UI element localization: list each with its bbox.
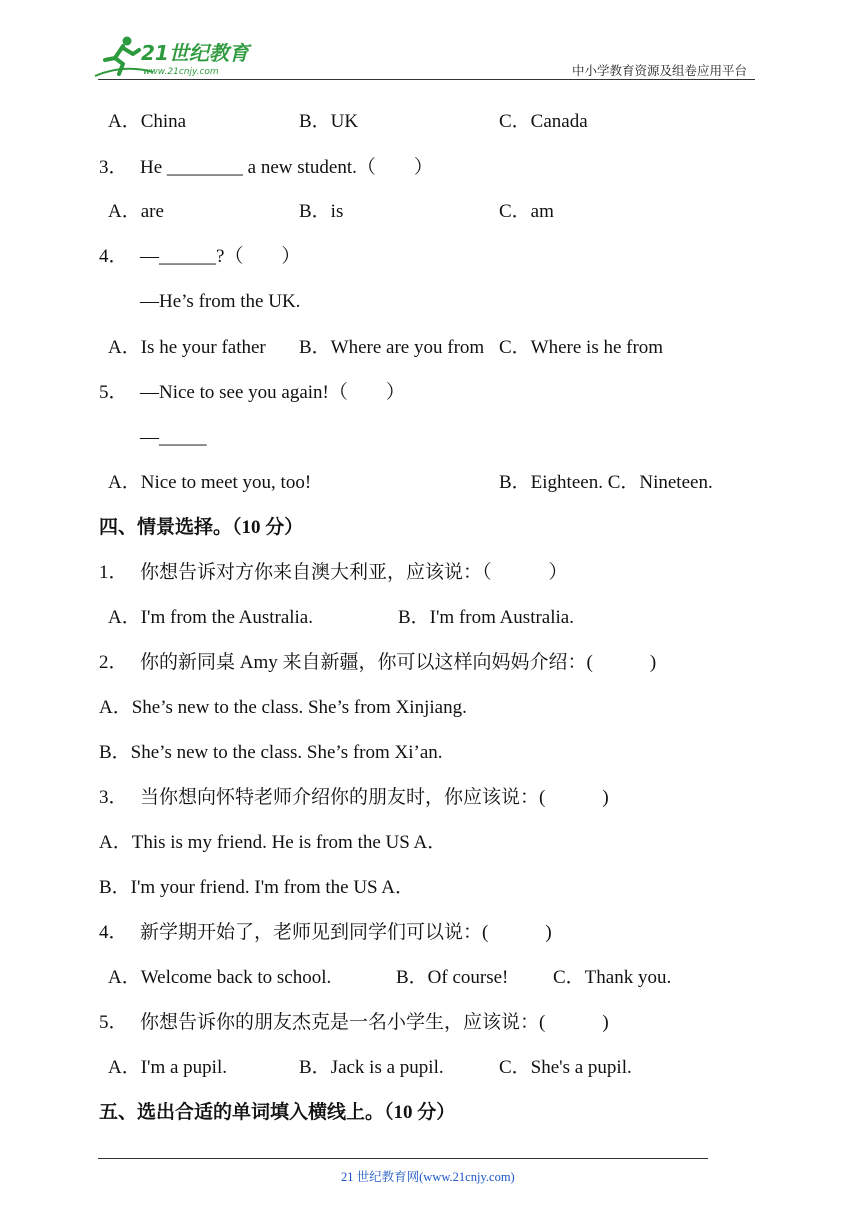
s4-q5-option-c: C．She's a pupil. <box>499 1057 632 1078</box>
q4-number: 4． <box>99 246 128 267</box>
q4-option-c: C．Where is he from <box>499 337 664 358</box>
q3-option-a: A．are <box>108 201 164 222</box>
q4-text: —______?（ ） <box>140 246 301 267</box>
s4-q5-option-b: B．Jack is a pupil. <box>299 1057 444 1078</box>
s4-q1-option-a: A．I'm from the Australia. <box>108 607 313 628</box>
s4-q5-option-a: A．I'm a pupil. <box>108 1057 227 1078</box>
q2-option-b: B．UK <box>299 111 359 132</box>
header-divider <box>98 79 755 80</box>
q4-answer-line: —He’s from the UK. <box>140 291 301 312</box>
q4-option-a: A．Is he your father <box>108 337 266 358</box>
q5-answer-line: —_____ <box>140 427 207 448</box>
site-logo <box>93 34 263 80</box>
s4-q2-text: 你的新同桌 Amy 来自新疆，你可以这样向妈妈介绍：( ) <box>140 652 657 673</box>
q2-option-c: C．Canada <box>499 111 588 132</box>
q3-option-b: B．is <box>299 201 344 222</box>
s4-q4-option-c: C．Thank you. <box>553 967 672 988</box>
s4-q1-option-b: B．I'm from Australia. <box>398 607 574 628</box>
s4-q3-number: 3． <box>99 787 128 808</box>
footer-divider <box>98 1158 708 1159</box>
footer-link[interactable]: 21 世纪教育网(www.21cnjy.com) <box>341 1170 515 1184</box>
logo-title: 21世纪教育 <box>141 41 249 65</box>
s4-q3-option-b: B．I'm your friend. I'm from the US A． <box>99 877 415 898</box>
section4-title: 四、情景选择。（10 分） <box>99 517 304 538</box>
q3-number: 3． <box>99 157 128 178</box>
q5-option-a: A．Nice to meet you, too! <box>108 472 312 493</box>
s4-q4-option-b: B．Of course! <box>396 967 509 988</box>
q5-option-bc: B．Eighteen. C．Nineteen. <box>499 472 713 493</box>
s4-q2-option-a: A．She’s new to the class. She’s from Xinjiang. <box>99 697 467 718</box>
s4-q2-number: 2． <box>99 652 128 673</box>
section5-title: 五、选出合适的单词填入横线上。（10 分） <box>99 1102 456 1123</box>
s4-q4-option-a: A．Welcome back to school. <box>108 967 332 988</box>
q3-text: He ________ a new student.（ ） <box>140 157 433 178</box>
s4-q4-text: 新学期开始了，老师见到同学们可以说：( ) <box>140 922 552 943</box>
s4-q1-text: 你想告诉对方你来自澳大利亚，应该说：（ ） <box>140 562 568 583</box>
q5-number: 5． <box>99 382 128 403</box>
logo-url: www.21cnjy.com <box>143 67 219 77</box>
s4-q5-number: 5． <box>99 1012 128 1033</box>
s4-q3-text: 当你想向怀特老师介绍你的朋友时，你应该说：( ) <box>140 787 609 808</box>
s4-q1-number: 1． <box>99 562 128 583</box>
s4-q2-option-b: B．She’s new to the class. She’s from Xi’an. <box>99 742 443 763</box>
s4-q5-text: 你想告诉你的朋友杰克是一名小学生，应该说：( ) <box>140 1012 609 1033</box>
q2-option-a: A．China <box>108 111 187 132</box>
q4-option-b: B．Where are you from <box>299 337 485 358</box>
s4-q3-option-a: A．This is my friend. He is from the US A． <box>99 832 447 853</box>
q5-text: —Nice to see you again!（ ） <box>140 382 405 403</box>
header-slogan: 中小学教育资源及组卷应用平台 <box>572 64 748 78</box>
s4-q4-number: 4． <box>99 922 128 943</box>
q3-option-c: C．am <box>499 201 554 222</box>
